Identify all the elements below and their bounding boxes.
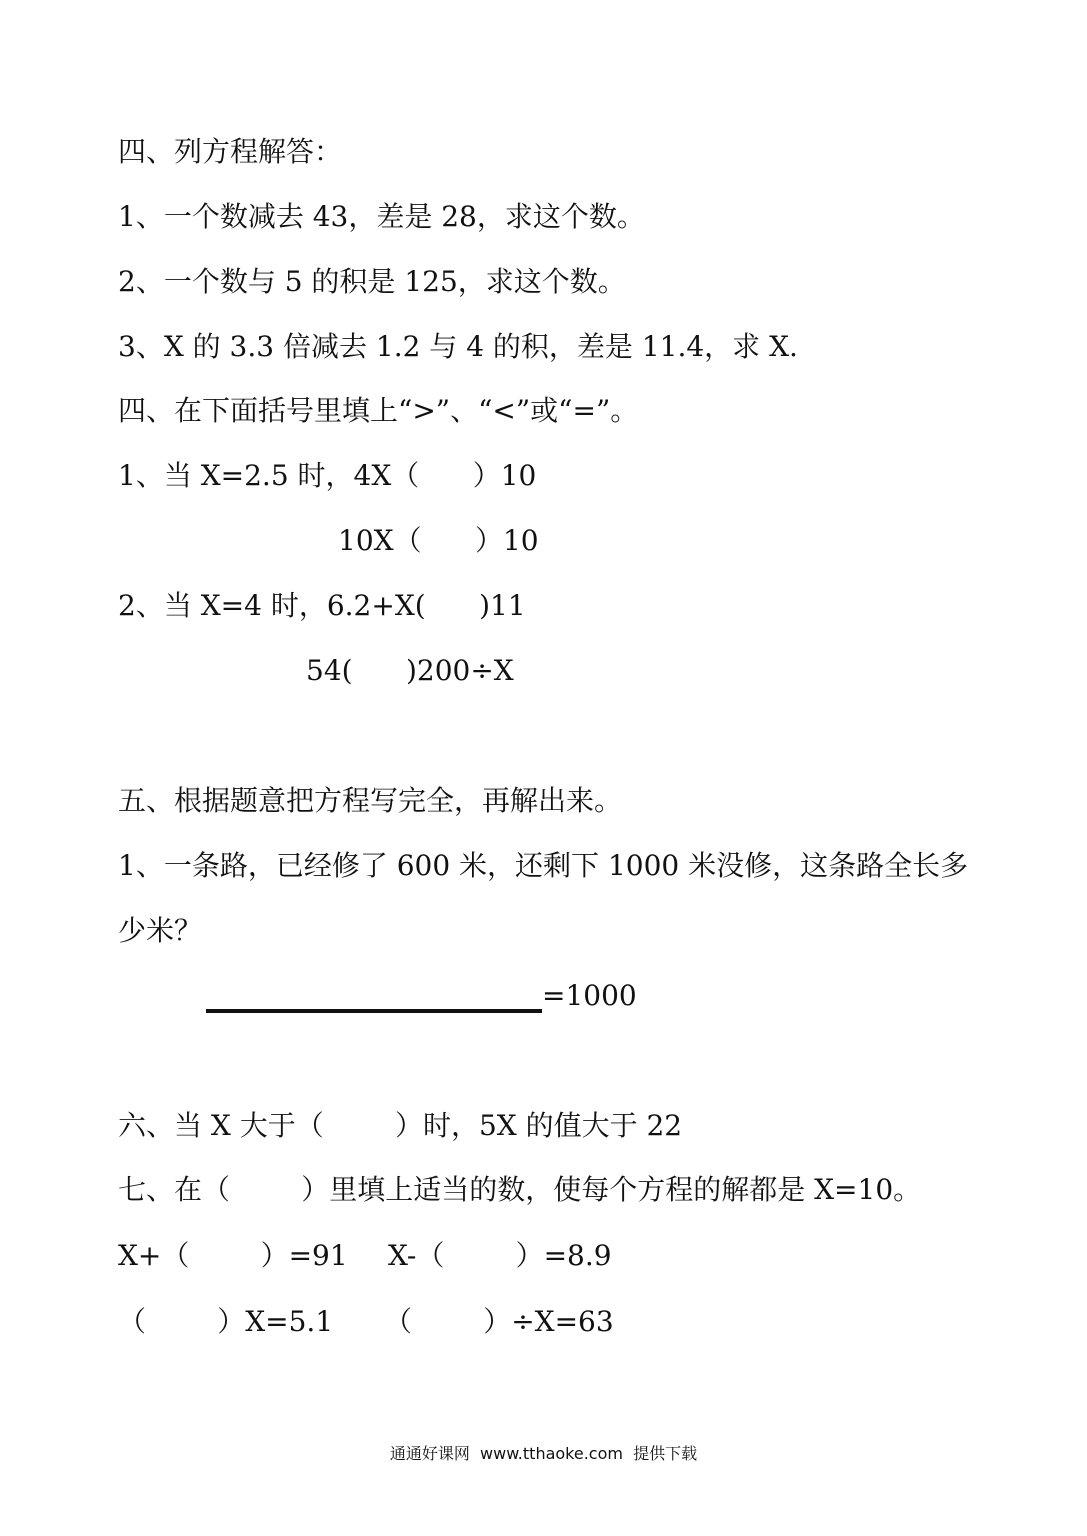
- question-5-1-line1: 1、一条路，已经修了 600 米，还剩下 1000 米没修，这条路全长多: [118, 849, 969, 882]
- question-4a-2: 2、一个数与 5 的积是 125，求这个数。: [118, 265, 626, 298]
- section-5-title: 五、根据题意把方程写完全，再解出来。: [118, 784, 623, 817]
- question-5-1-line2: 少米？: [118, 914, 203, 947]
- equation-rhs: =1000: [542, 979, 637, 1012]
- equation-7-4: （ ）÷X=63: [384, 1305, 614, 1338]
- equation-7-2: X-（ ）=8.9: [388, 1239, 612, 1272]
- answer-blank-line: [206, 1009, 542, 1013]
- footer-credit: 通通好课网 www.tthaoke.com 提供下载: [389, 1444, 698, 1463]
- equation-7-3: （ ）X=5.1: [118, 1305, 334, 1338]
- question-4b-2b: 54( )200÷X: [306, 654, 514, 687]
- equation-7-1: X+（ ）=91: [118, 1239, 348, 1272]
- section-7-title: 七、在（ ）里填上适当的数，使每个方程的解都是 X=10。: [118, 1173, 922, 1206]
- question-4b-1a: 1、当 X=2.5 时，4X（ ）10: [118, 459, 537, 492]
- question-4b-1b: 10X（ ）10: [338, 524, 539, 557]
- question-4a-3: 3、X 的 3.3 倍减去 1.2 与 4 的积，差是 11.4，求 X.: [118, 330, 798, 363]
- section-4b-title: 四、在下面括号里填上“>”、“<”或“=”。: [118, 394, 639, 427]
- section-4a-title: 四、列方程解答：: [118, 135, 343, 168]
- section-6-text: 六、当 X 大于（ ）时，5X 的值大于 22: [118, 1109, 683, 1142]
- question-4a-1: 1、一个数减去 43，差是 28，求这个数。: [118, 200, 645, 233]
- question-4b-2a: 2、当 X=4 时，6.2+X( )11: [118, 589, 526, 622]
